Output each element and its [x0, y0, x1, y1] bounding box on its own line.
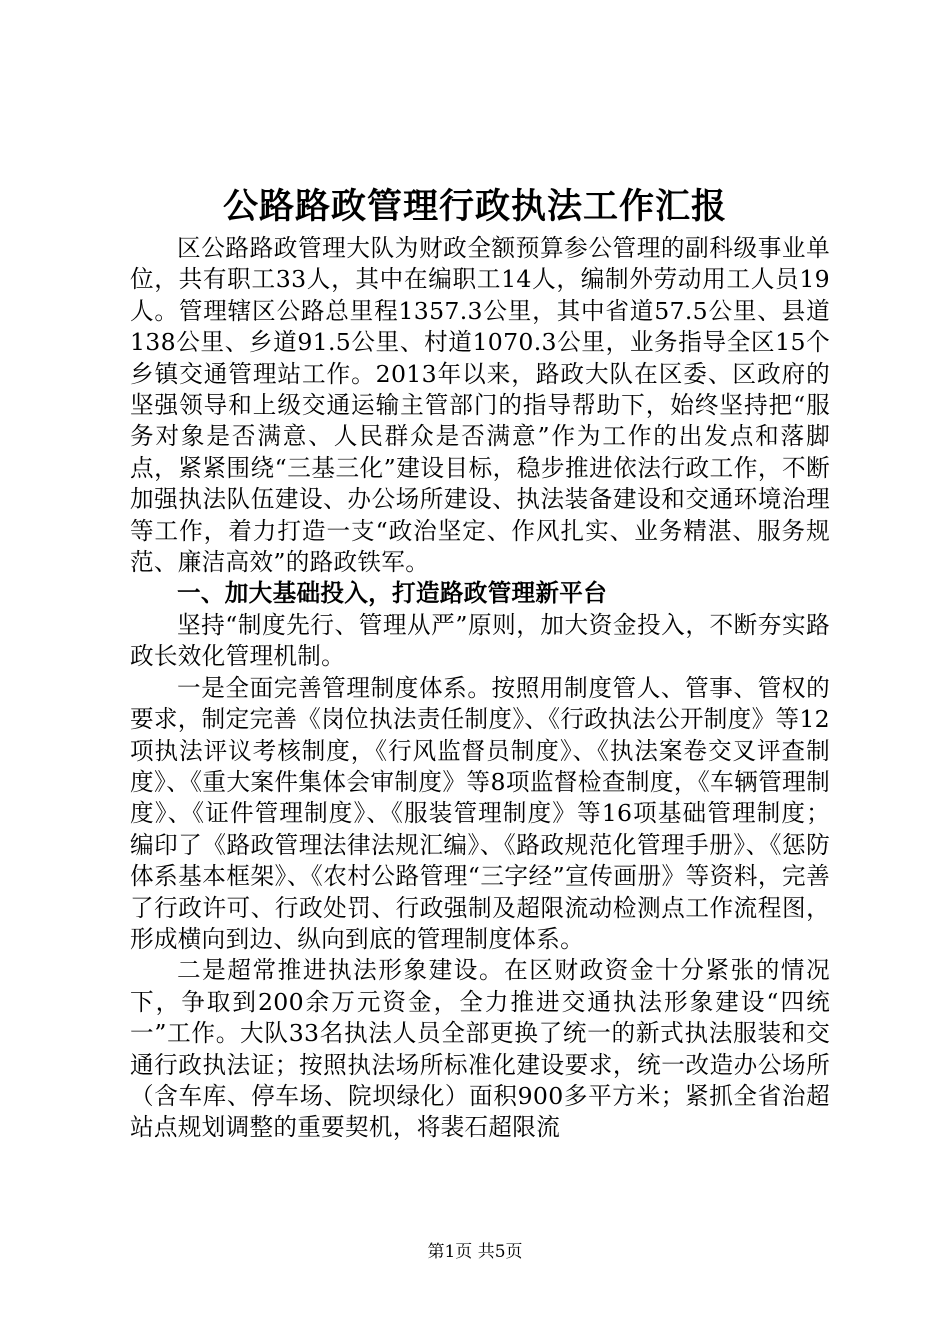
- paragraph-intro: 区公路路政管理大队为财政全额预算参公管理的副科级事业单位，共有职工33人，其中在编职工14人，编制外劳动用工人员19人。管理辖区公路总里程1357.3公里，其中省道57.5公里、县道138公里、乡道91.5公里、村道1070.3公里，业务指导全区15个乡镇交通管理站工作。2013年以来，路政大队在区委、区政府的坚强领导和上级交通运输主管部门的指导帮助下，始终坚持把“服务对象是否满意、人民群众是否满意”作为工作的出发点和落脚点，紧紧围绕“三基三化”建设目标，稳步推进依法行政工作，不断加强执法队伍建设、办公场所建设、执法装备建设和交通环境治理等工作，着力打造一支“政治坚定、作风扎实、业务精湛、服务规范、廉洁高效”的路政铁军。: [130, 234, 830, 577]
- section-heading-1: 一、加大基础投入，打造路政管理新平台: [177, 579, 608, 608]
- paragraph-image-building: 二是超常推进执法形象建设。在区财政资金十分紧张的情况下，争取到200余万元资金，全力推进交通执法形象建设“四统一”工作。大队33名执法人员全部更换了统一的新式执法服装和交通行政执法证；按照执法场所标准化建设要求，统一改造办公场所（含车库、停车场、院坝绿化）面积900多平方米；紧抓全省治超站点规划调整的重要契机，将裴石超限流: [130, 956, 830, 1142]
- document-body: [130, 233, 830, 1144]
- page-footer: 第1页 共5页: [427, 1242, 523, 1262]
- paragraph-principle: 坚持“制度先行、管理从严”原则，加大资金投入，不断夯实路政长效化管理机制。: [130, 610, 830, 671]
- document-title: 公路路政管理行政执法工作汇报: [222, 186, 727, 227]
- paragraph-system: 一是全面完善管理制度体系。按照用制度管人、管事、管权的要求，制定完善《岗位执法责任制度》、《行政执法公开制度》等12项执法评议考核制度，《行风监督员制度》、《执法案卷交叉评查制度》、《重大案件集体会审制度》等8项监督检查制度，《车辆管理制度》、《证件管理制度》、《服装管理制度》等16项基础管理制度；编印了《路政管理法律法规汇编》、《路政规范化管理手册》、《惩防体系基本框架》、《农村公路管理“三字经”宣传画册》等资料，完善了行政许可、行政处罚、行政强制及超限流动检测点工作流程图，形成横向到边、纵向到底的管理制度体系。: [130, 673, 830, 953]
